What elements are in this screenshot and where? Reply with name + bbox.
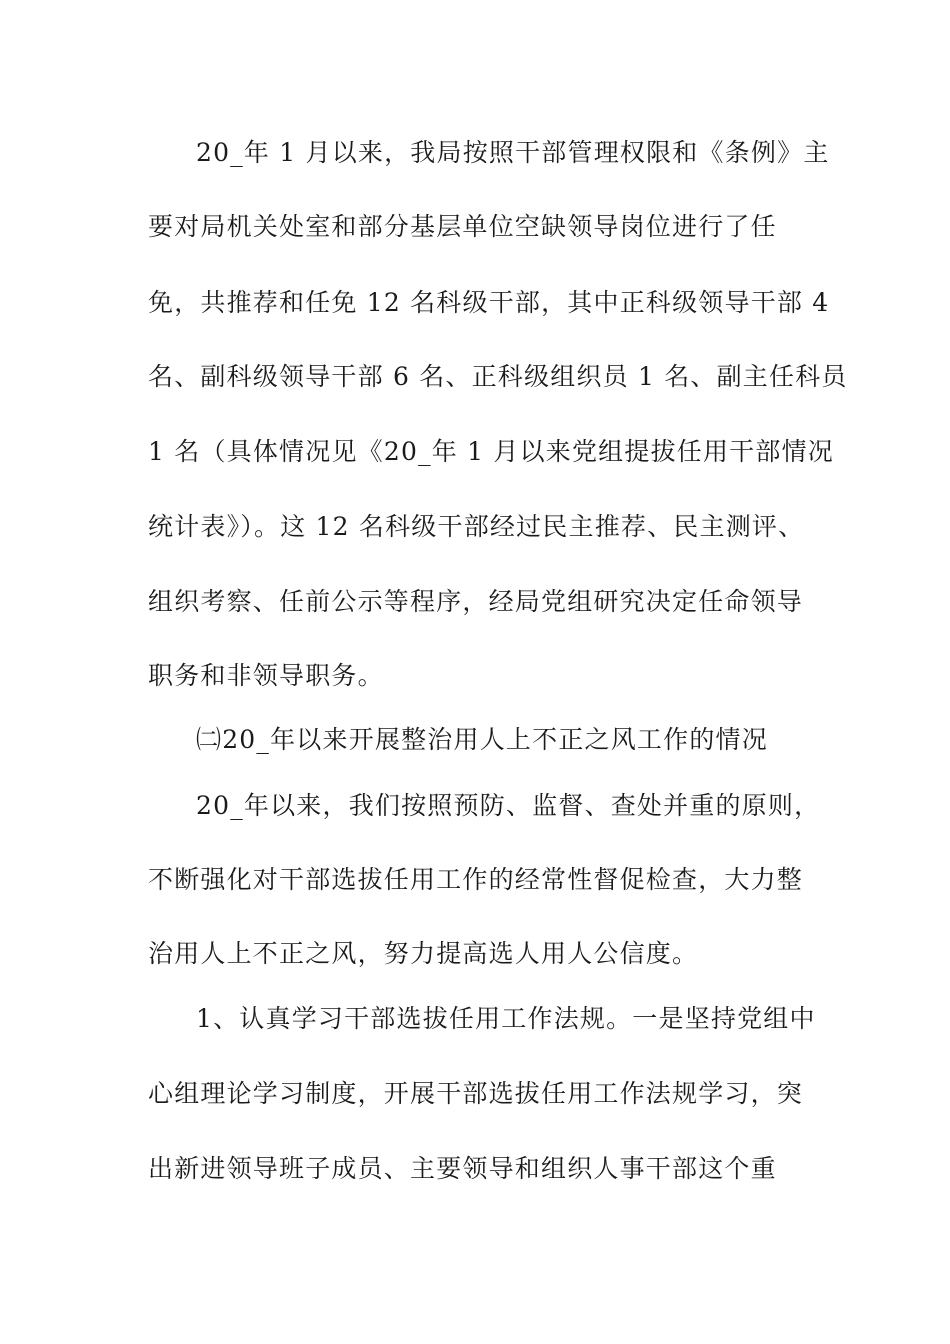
paragraph-line: 20_年以来，我们按照预防、监督、查处并重的原则， [196, 791, 821, 820]
paragraph-line: 统计表》）。这 12 名科级干部经过民主推荐、民主测评、 [148, 512, 805, 541]
section-heading: ㈡20_年以来开展整治用人上不正之风工作的情况 [196, 725, 768, 754]
paragraph-line: 不断强化对干部选拔任用工作的经常性督促检查，大力整 [148, 865, 804, 894]
paragraph-line: 组织考察、任前公示等程序，经局党组研究决定任命领导 [148, 587, 804, 616]
paragraph-line: 1 名（具体情况见《20_年 1 月以来党组提拔任用干部情况 [148, 437, 834, 466]
paragraph-line: 心组理论学习制度，开展干部选拔任用工作法规学习，突 [148, 1079, 804, 1108]
paragraph-line: 要对局机关处室和部分基层单位空缺领导岗位进行了任 [148, 212, 777, 241]
paragraph-line: 职务和非领导职务。 [148, 661, 384, 690]
paragraph-line: 1、认真学习干部选拔任用工作法规。一是坚持党组中 [196, 1004, 816, 1033]
paragraph-line: 免，共推荐和任免 12 名科级干部，其中正科级领导干部 4 [148, 288, 830, 317]
paragraph-line: 治用人上不正之风，努力提高选人用人公信度。 [148, 939, 699, 968]
paragraph-line: 20_年 1 月以来，我局按照干部管理权限和《条例》主 [196, 138, 830, 167]
paragraph-line: 出新进领导班子成员、主要领导和组织人事干部这个重 [148, 1154, 777, 1183]
paragraph-line: 名、副科级领导干部 6 名、正科级组织员 1 名、副主任科员 [148, 362, 848, 391]
